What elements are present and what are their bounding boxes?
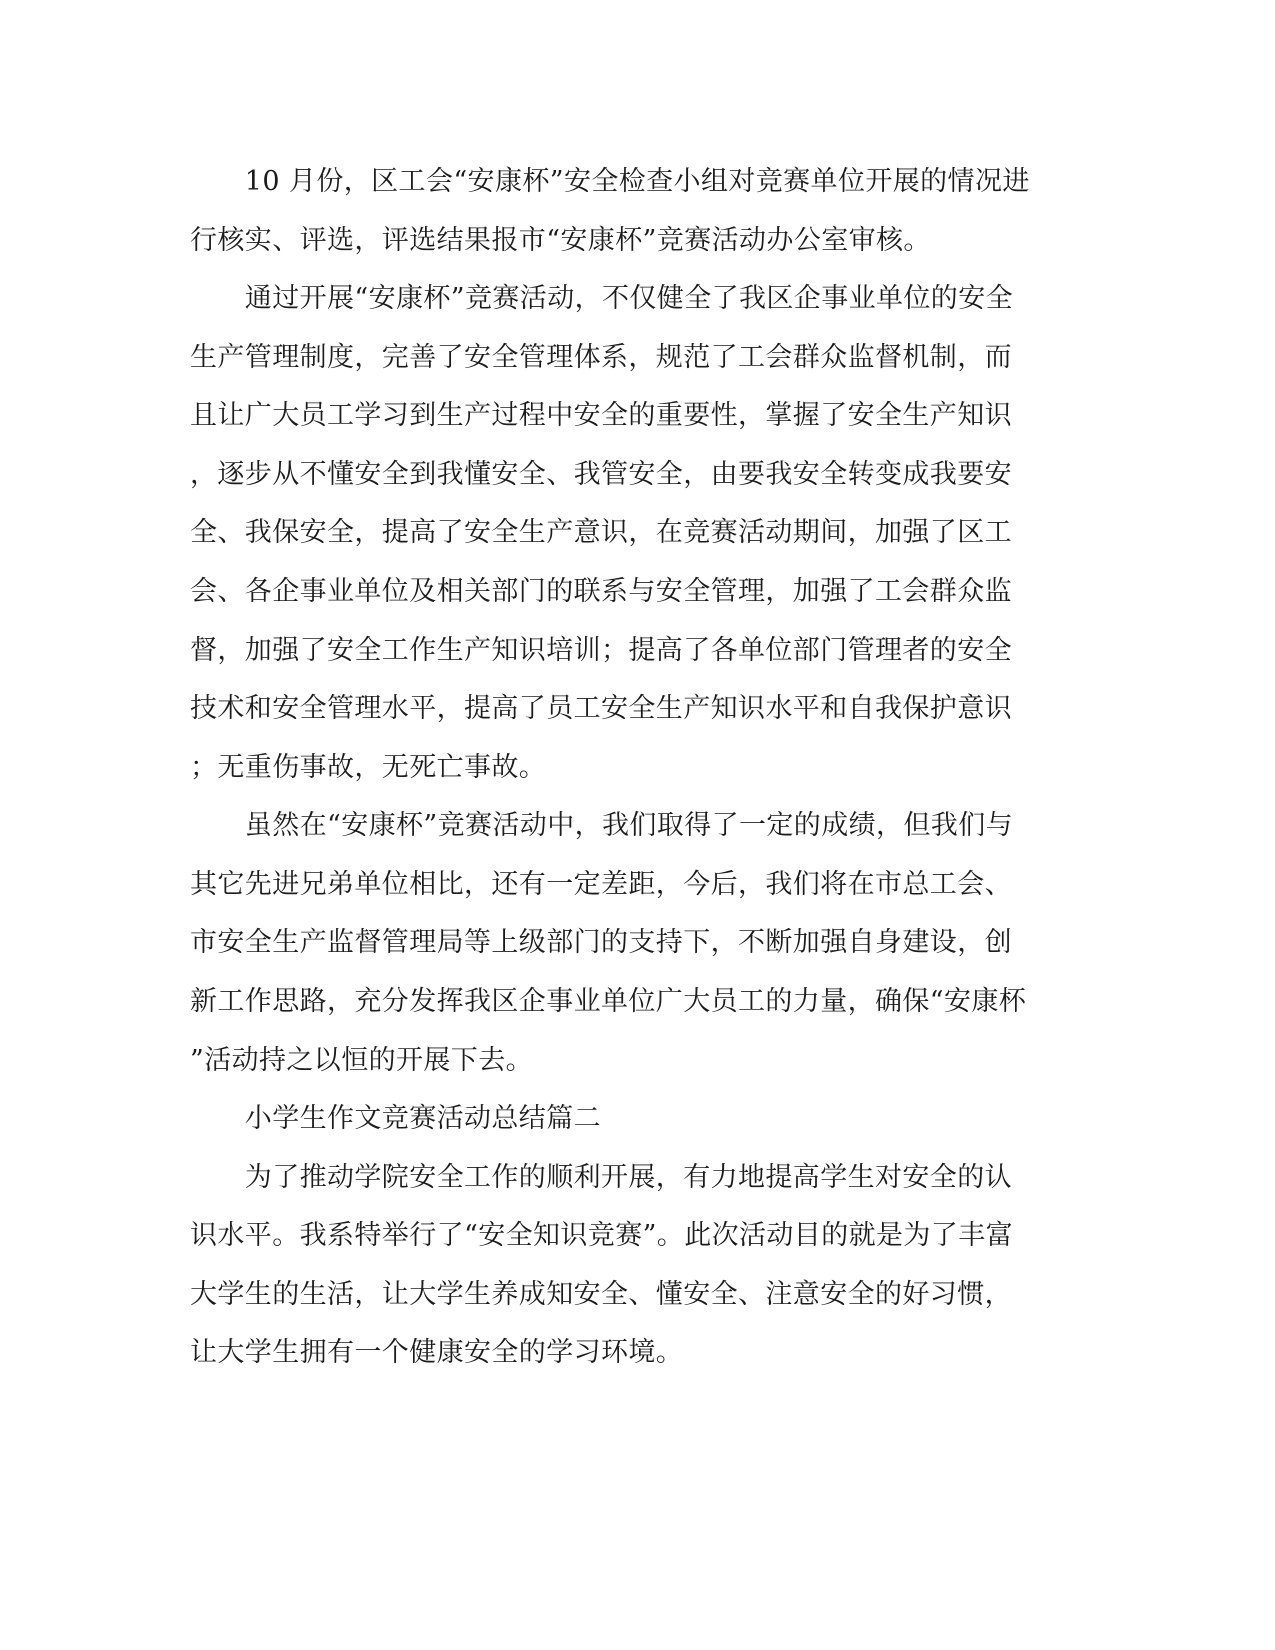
paragraph-line: 通过开展“安康杯”竞赛活动，不仅健全了我区企事业单位的安全 (190, 283, 1014, 314)
paragraph-line: 且让广大员工学习到生产过程中安全的重要性，掌握了安全生产知识 (190, 400, 1012, 431)
paragraph-line: 会、各企事业单位及相关部门的联系与安全管理，加强了工会群众监 (190, 576, 1012, 607)
paragraph-line: 新工作思路，充分发挥我区企事业单位广大员工的力量，确保“安康杯 (190, 986, 1027, 1017)
paragraph-line: 让大学生拥有一个健康安全的学习环境。 (190, 1337, 684, 1368)
section-heading: 小学生作文竞赛活动总结篇二 (190, 1103, 601, 1134)
paragraph-line: 虽然在“安康杯”竞赛活动中，我们取得了一定的成绩，但我们与 (190, 810, 1014, 841)
paragraph-line: ”活动持之以恒的开展下去。 (190, 1045, 534, 1076)
paragraph-line: 大学生的生活，让大学生养成知安全、懂安全、注意安全的好习惯， (190, 1279, 1012, 1310)
paragraph-line: 技术和安全管理水平，提高了员工安全生产知识水平和自我保护意识 (190, 693, 1012, 724)
paragraph-line: 10 月份，区工会“安康杯”安全检查小组对竞赛单位开展的情况进 (190, 166, 1030, 197)
paragraph-line: 其它先进兄弟单位相比，还有一定差距，今后，我们将在市总工会、 (190, 869, 1012, 900)
paragraph-line: 识水平。我系特举行了“安全知识竞赛”。此次活动目的就是为了丰富 (190, 1220, 1014, 1251)
paragraph-line: 督，加强了安全工作生产知识培训；提高了各单位部门管理者的安全 (190, 635, 1012, 666)
paragraph-line: 行核实、评选，评选结果报市“安康杯”竞赛活动办公室审核。 (190, 225, 931, 256)
paragraph-line: ；无重伤事故，无死亡事故。 (190, 752, 547, 783)
paragraph-line: 全、我保安全，提高了安全生产意识，在竞赛活动期间，加强了区工 (190, 517, 1012, 548)
paragraph-line: 市安全生产监督管理局等上级部门的支持下，不断加强自身建设，创 (190, 927, 1012, 958)
paragraph-line: 为了推动学院安全工作的顺利开展，有力地提高学生对安全的认 (190, 1162, 1012, 1193)
paragraph-line: 生产管理制度，完善了安全管理体系，规范了工会群众监督机制，而 (190, 342, 1012, 373)
paragraph-line: ，逐步从不懂安全到我懂安全、我管安全，由要我安全转变成我要安 (190, 459, 1012, 490)
